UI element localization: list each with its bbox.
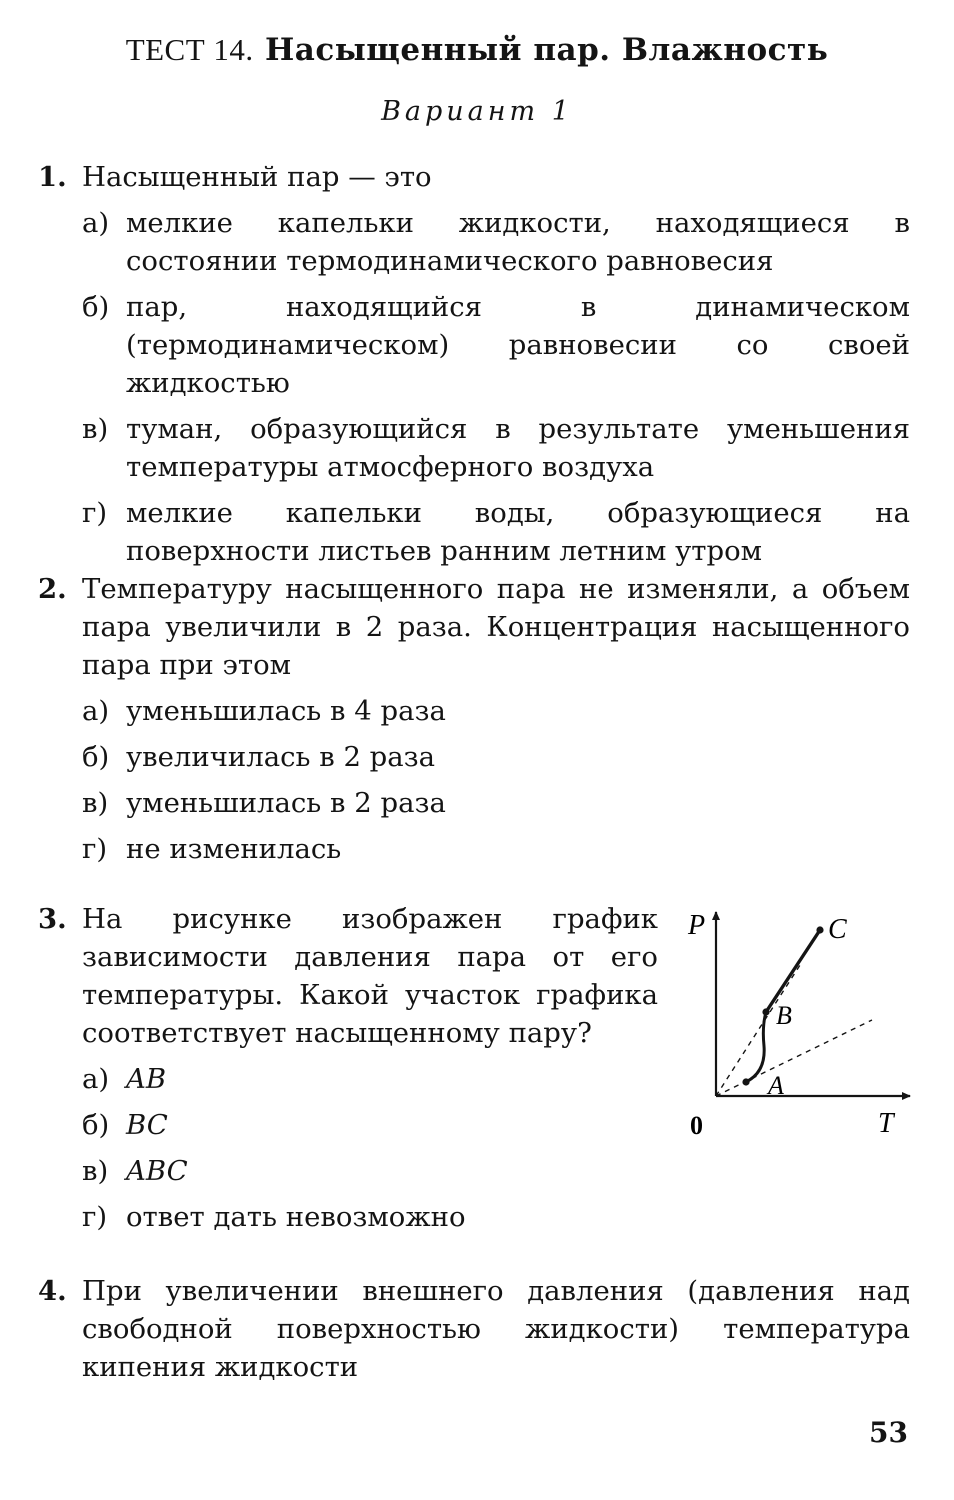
option-text: не изменилась (126, 833, 342, 865)
option-text: BC (126, 1109, 168, 1141)
x-axis-label: T (878, 1108, 894, 1139)
question-4 (38, 1272, 910, 1386)
test-number: ТЕСТ 14. (125, 32, 254, 67)
question-number: 3. (38, 903, 67, 935)
point-a-marker (742, 1078, 749, 1085)
answer-option[interactable] (38, 738, 910, 776)
point-a-label: A (768, 1071, 784, 1100)
answer-option[interactable] (38, 288, 910, 402)
answer-option[interactable] (38, 692, 910, 730)
point-b-label: B (776, 1001, 792, 1030)
answer-option[interactable] (38, 1152, 658, 1190)
answer-option[interactable] (38, 830, 910, 868)
question-number: 4. (38, 1275, 67, 1307)
option-text: уменьшилась в 4 раза (126, 695, 446, 727)
answer-options (38, 1060, 658, 1236)
point-c-marker (816, 926, 823, 933)
answer-options (38, 204, 910, 570)
option-text: пар, находящийся в динамическом (термодинамическом) равновесии со своей жидкостью (126, 291, 910, 399)
point-c-label: C (828, 914, 847, 945)
answer-option[interactable] (38, 1060, 658, 1098)
option-text: ответ дать невозможно (126, 1201, 466, 1233)
y-axis-label: P (688, 910, 706, 941)
question-number: 1. (38, 161, 67, 193)
option-label: а) (82, 695, 110, 727)
option-label: г) (82, 833, 108, 865)
option-label: б) (82, 1109, 110, 1141)
question-2-text (38, 570, 910, 684)
option-label: в) (82, 1155, 109, 1187)
answer-option[interactable] (38, 494, 910, 570)
segment-bc (766, 930, 820, 1012)
question-1-text (38, 158, 910, 196)
page-number: 53 (869, 1416, 908, 1449)
option-label: г) (82, 1201, 108, 1233)
option-label: а) (82, 1063, 110, 1095)
origin-label: 0 (690, 1111, 703, 1140)
option-label: г) (82, 497, 108, 529)
answer-option[interactable] (38, 1198, 658, 1236)
answer-option[interactable] (38, 784, 910, 822)
question-4-text (38, 1272, 910, 1386)
option-text: туман, образующийся в результате уменьшения температуры атмосферного воздуха (126, 413, 910, 483)
question-1 (38, 158, 910, 570)
isochore-guide-line-lower (716, 1020, 872, 1096)
option-label: б) (82, 741, 110, 773)
question-stem: При увеличении внешнего давления (давления над свободной поверхностью жидкости) температура кипения жидкости (82, 1275, 910, 1383)
answer-option[interactable] (38, 1106, 658, 1144)
variant-label: Вариант 1 (381, 96, 573, 127)
option-label: в) (82, 413, 109, 445)
option-text: увеличилась в 2 раза (126, 741, 436, 773)
option-label: а) (82, 207, 110, 239)
answer-options (38, 692, 910, 868)
curve-ab (746, 1012, 766, 1082)
answer-option[interactable] (38, 410, 910, 486)
point-b-marker (762, 1008, 769, 1015)
answer-option[interactable] (38, 204, 910, 280)
pressure-temperature-graph (680, 900, 920, 1150)
question-stem: Температуру насыщенного пара не изменяли, а объем пара увеличили в 2 раза. Концентрация насыщенного пара при этом (82, 573, 910, 681)
question-3 (38, 900, 658, 1236)
option-label: в) (82, 787, 109, 819)
option-text: мелкие капельки воды, образующиеся на поверхности листьев ранним летним утром (126, 497, 910, 567)
option-text: мелкие капельки жидкости, находящиеся в состоянии термодинамического равновесия (126, 207, 910, 277)
question-3-text (38, 900, 658, 1052)
option-label: б) (82, 291, 110, 323)
question-2 (38, 570, 910, 868)
option-text: уменьшилась в 2 раза (126, 787, 446, 819)
test-title (0, 32, 954, 68)
question-number: 2. (38, 573, 67, 605)
question-stem: На рисунке изображен график зависимости давления пара от его температуры. Какой участок графика соответствует насыщенному пару? (82, 903, 658, 1049)
test-topic: Насыщенный пар. Влажность (264, 32, 829, 68)
option-text: AB (126, 1063, 167, 1095)
option-text: ABC (126, 1155, 188, 1187)
question-stem: Насыщенный пар — это (82, 161, 432, 193)
